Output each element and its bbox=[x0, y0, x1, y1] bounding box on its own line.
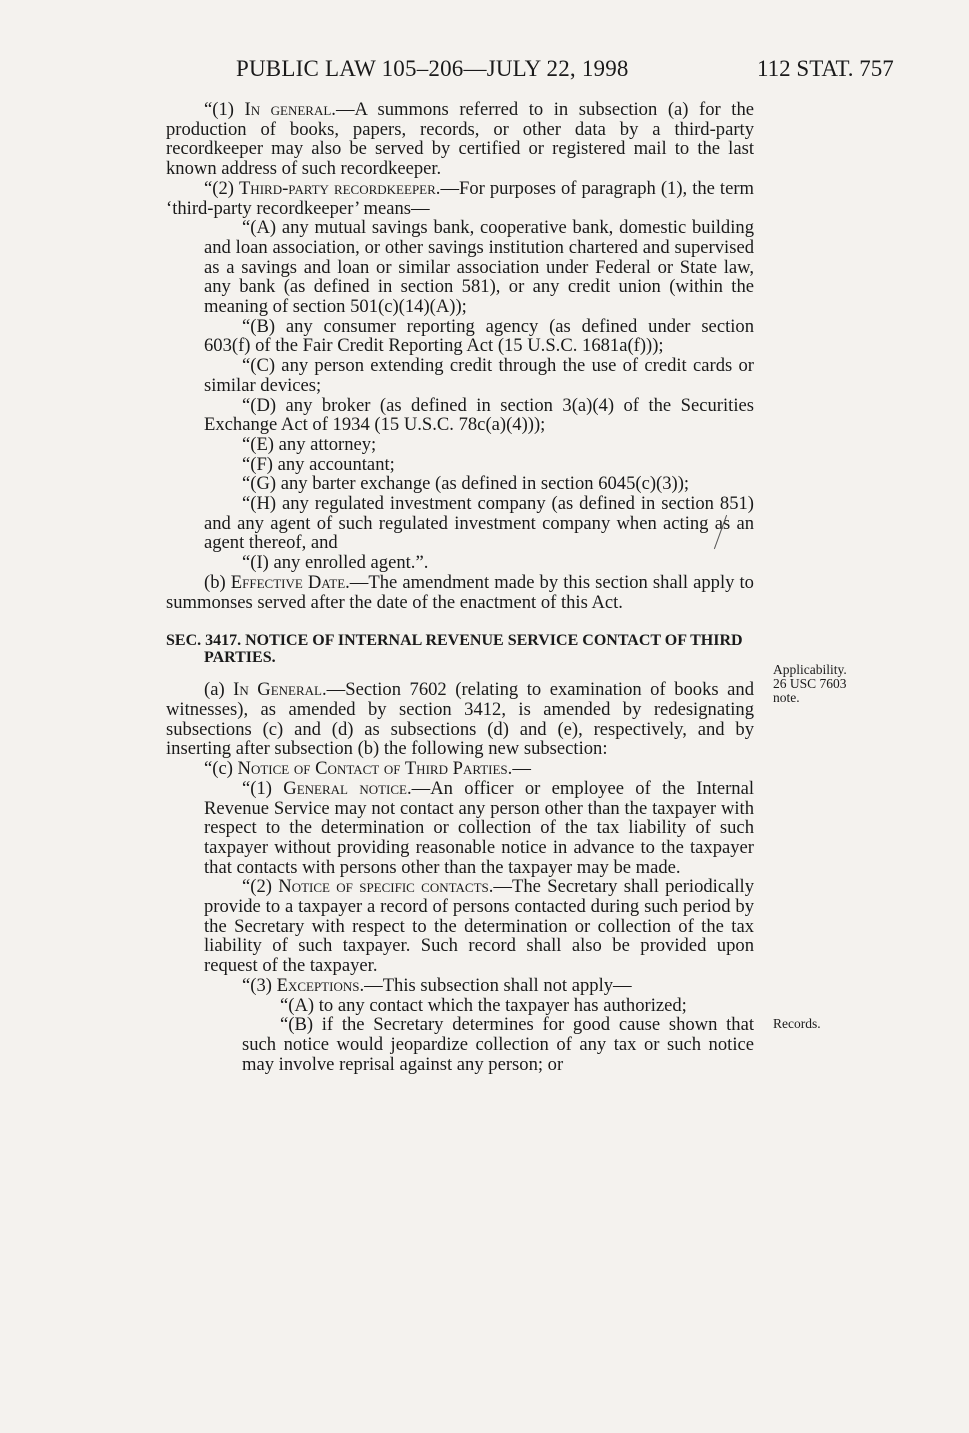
exception-b: “(B) if the Secretary determines for good cause shown that such notice would jeopardize collection of any tax or such notice may involve reprisal against any person; or bbox=[242, 1014, 754, 1075]
para-a-in-general: (a) In General.—Section 7602 (relating to examination of books and witnesses), as amended by section 3412, is amended by redesignating subsections (c) and (d) as subsections (d) and (e), respectively, and by inserting after subsection (b) the following new subsection: bbox=[166, 679, 755, 760]
para-c-notice: “(c) Notice of Contact of Third Parties.— bbox=[204, 758, 531, 780]
para-b-effective-date: (b) Effective Date.—The amendment made by this section shall apply to summonses served after the date of the enactment of this Act. bbox=[166, 571, 754, 613]
header-title: PUBLIC LAW 105–206—JULY 22, 1998 bbox=[236, 56, 629, 81]
para-2-third-party-recordkeeper: “(2) Third-party recordkeeper.—For purposes of paragraph (1), the term ‘third-party recordkeeper’ means— bbox=[166, 177, 754, 219]
para-c2-specific-contacts: “(2) Notice of specific contacts.—The Secretary shall periodically provide to a taxpayer a record of persons contacted during such period by the Secretary with respect to the determination or collection of the tax liability of such taxpayer. Such record shall also be provided upon request of the taxpayer. bbox=[204, 876, 754, 977]
document-body bbox=[166, 100, 754, 1074]
margin-note-applicability: Applicability. 26 USC 7603 note. bbox=[773, 662, 847, 705]
item-a: “(A) any mutual savings bank, cooperative bank, domestic building and loan association, or other savings institution chartered and supervised as a savings and loan or similar association under Federal or State law, any bank (as defined in section 581), or any credit union (within the meaning of section 501(c)(14)(A)); bbox=[204, 217, 754, 318]
item-i: “(I) any enrolled agent.”. bbox=[242, 552, 429, 574]
para-c1-general-notice: “(1) General notice.—An officer or employee of the Internal Revenue Service may not contact any person other than the taxpayer with respect to the determination or collection of the tax liability of such taxpayer without providing reasonable notice in advance to the taxpayer that contacts with persons other than the taxpayer may be made. bbox=[204, 777, 755, 878]
item-f: “(F) any accountant; bbox=[242, 453, 395, 475]
page-header bbox=[0, 56, 969, 86]
item-g: “(G) any barter exchange (as defined in section 6045(c)(3)); bbox=[242, 473, 690, 495]
header-page-number: 112 STAT. 757 bbox=[757, 56, 894, 81]
section-heading: SEC. 3417. NOTICE OF INTERNAL REVENUE SERVICE CONTACT OF THIRD PARTIES. bbox=[166, 632, 743, 667]
item-d: “(D) any broker (as defined in section 3(a)(4) of the Securities Exchange Act of 1934 (15 U.S.C. 78c(a)(4))); bbox=[204, 394, 754, 436]
para-1-in-general: “(1) In general.—A summons referred to in subsection (a) for the production of books, papers, records, or other data by a third-party recordkeeper may also be served by certified or registered mail to the last known address of such recordkeeper. bbox=[166, 99, 754, 180]
para-c3-exceptions: “(3) Exceptions.—This subsection shall not apply— bbox=[242, 974, 632, 996]
item-e: “(E) any attorney; bbox=[242, 433, 377, 455]
margin-note-records: Records. bbox=[773, 1016, 821, 1031]
item-h: “(H) any regulated investment company (as defined in section 851) and any agent of such regulated investment company when acting as an agent thereof, and bbox=[204, 493, 754, 554]
exception-a: “(A) to any contact which the taxpayer has authorized; bbox=[280, 994, 687, 1016]
item-b: “(B) any consumer reporting agency (as defined under section 603(f) of the Fair Credit Reporting Act (15 U.S.C. 1681a(f))); bbox=[204, 315, 754, 357]
item-c: “(C) any person extending credit through the use of credit cards or similar devices; bbox=[204, 355, 754, 396]
